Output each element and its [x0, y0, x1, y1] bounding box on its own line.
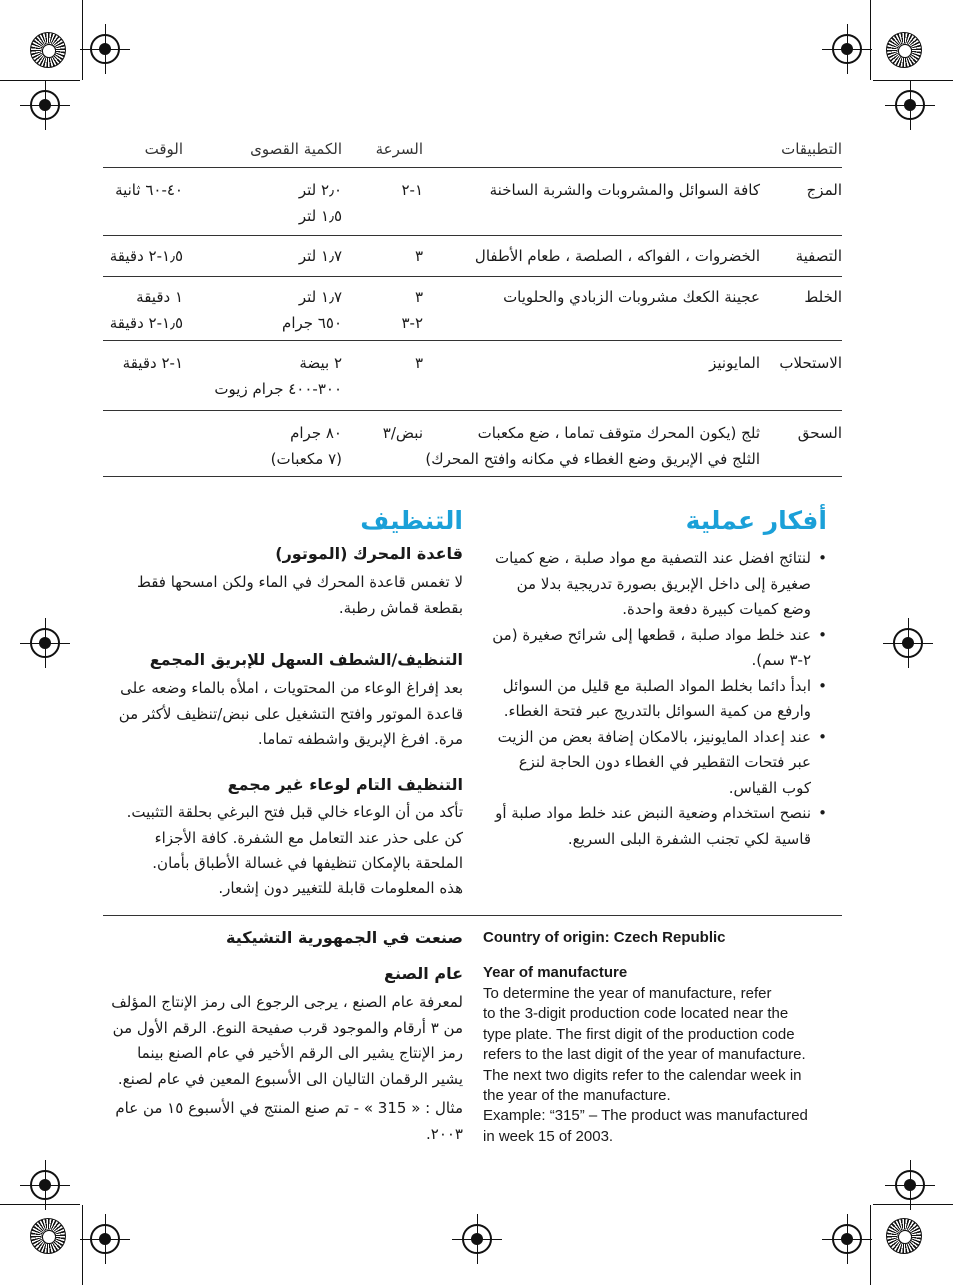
list-item: • عند إعداد المايونيز، بالامكان إضافة بعض من الزيت عبر فتحات التقطير في الغطاء دون الحاجة لنزع كوب القياس.: [492, 725, 827, 802]
table-cell-qty: ١٫٧ لتر: [298, 247, 342, 265]
table-cell-time: ٤٠-٦٠ ثانية: [115, 181, 183, 199]
table-cell-qty: ٣٠٠-٤٠٠ جرام زيوت: [214, 380, 342, 398]
table-divider: [103, 276, 842, 277]
table-cell-time: ١٫٥-٢ دقيقة: [109, 314, 183, 332]
table-cell-description: المايونيز: [709, 354, 760, 372]
registration-crosshair-icon: [895, 90, 925, 120]
motor-base-text: لا تغمس قاعدة المحرك في الماء ولكن امسحها فقط بقطعة قماش رطبة.: [136, 573, 463, 617]
table-cell-qty: ٢ بيضة: [299, 354, 342, 372]
table-cell-description: عجينة الكعك مشروبات الزبادي والحلويات: [503, 288, 760, 306]
registration-starburst-icon: [30, 32, 66, 68]
trim-mark: [82, 0, 83, 80]
table-divider: [103, 235, 842, 236]
table-cell-qty: ١٫٧ لتر: [298, 288, 342, 306]
year-text-line: in week 15 of 2003.: [483, 1128, 614, 1145]
year-ar-text: لمعرفة عام الصنع ، يرجى الرجوع الى رمز الإنتاج المؤلف من ٣ أرقام والموجود قرب صفيحة النوع. الرقم الأول من رمز الإنتاج يشير الى الرقم الأخير في عام الصنع بينما يشير الرقمان التاليان الى الأسبوع المعين في عام لصنع.: [111, 993, 463, 1088]
table-divider: [103, 476, 842, 477]
year-text-line: the year of the manufacture.: [483, 1087, 671, 1104]
trim-mark: [0, 1204, 80, 1205]
header-time: الوقت: [144, 140, 183, 158]
registration-starburst-icon: [30, 1218, 66, 1254]
year-ar-heading: عام الصنع: [384, 964, 463, 983]
table-divider: [103, 410, 842, 411]
section-divider: [103, 915, 842, 916]
year-text-line: type plate. The first digit of the production code: [483, 1026, 795, 1043]
list-item: • ننصح استخدام وضعية النبض عند خلط مواد صلبة أو قاسية لكي تجنب الشفرة البلى السريع.: [492, 801, 827, 852]
easy-clean-heading: التنظيف/الشطف السهل للإبريق المجمع: [149, 650, 463, 669]
origin-ar-title: صنعت في الجمهورية التشيكية: [226, 928, 463, 947]
table-cell-qty: ٢٫٠ لتر: [298, 181, 342, 199]
ideas-title: أفكار عملية: [685, 506, 827, 535]
year-text-line: The next two digits refer to the calendar week in: [483, 1067, 802, 1084]
table-cell-description: ثلج (يكون المحرك متوقف تماما ، ضع مكعبات: [477, 424, 760, 442]
table-cell-speed: ٣: [414, 288, 423, 306]
table-cell-qty: ٨٠ جرام: [290, 424, 342, 442]
table-cell-time: ١٫٥-٢ دقيقة: [109, 247, 183, 265]
table-cell-qty: ٦٥٠ جرام: [282, 314, 342, 332]
year-heading: Year of manufacture: [483, 964, 628, 981]
table-cell-qty: ١٫٥ لتر: [298, 207, 342, 225]
table-cell-description: الخضروات ، الفواكه ، الصلصة ، طعام الأطفال: [474, 247, 760, 265]
table-cell-speed: نبض/٣: [382, 424, 423, 442]
trim-mark: [870, 1205, 871, 1285]
country-of-origin: Country of origin: Czech Republic: [483, 929, 726, 946]
table-cell-description: الثلج في الإبريق وضع الغطاء في مكانه وافتح المحرك): [425, 450, 760, 468]
year-text-line: to the 3-digit production code located near the: [483, 1005, 789, 1022]
change-notice: هذه المعلومات قابلة للتغيير دون إشعار.: [218, 879, 463, 897]
table-divider: [103, 167, 842, 168]
registration-crosshair-icon: [30, 90, 60, 120]
year-text-line: refers to the last digit of the year of manufacture.: [483, 1046, 806, 1063]
list-item: • لنتائج افضل عند التصفية مع مواد صلبة ، ضع كميات صغيرة إلى داخل الإبريق بصورة تدريجية بدلا من وضع كميات كبيرة دفعة واحدة.: [492, 546, 827, 623]
motor-base-heading: قاعدة المحرك (الموتور): [275, 544, 463, 563]
year-text-line: Example: “315” – The product was manufactured: [483, 1107, 808, 1124]
table-cell-qty: (٧ مكعبات): [270, 450, 342, 468]
table-cell-application: الخلط: [804, 288, 842, 306]
year-ar-example: مثال : « 315 » - تم صنع المنتج في الأسبوع ١٥ من عام ٢٠٠٣.: [115, 1099, 463, 1143]
full-clean-heading: التنظيف التام لوعاء غير مجمع: [227, 775, 463, 794]
registration-crosshair-icon: [832, 1224, 862, 1254]
header-speed: السرعة: [375, 140, 423, 158]
trim-mark: [873, 1204, 953, 1205]
table-cell-time: ١ دقيقة: [136, 288, 183, 306]
registration-crosshair-icon: [832, 34, 862, 64]
registration-crosshair-icon: [90, 1224, 120, 1254]
table-cell-application: الاستحلاب: [779, 354, 842, 372]
table-divider: [103, 340, 842, 341]
table-cell-application: التصفية: [795, 247, 842, 265]
header-applications: التطبيقات: [781, 140, 842, 158]
cleaning-title: التنظيف: [360, 506, 463, 535]
full-clean-text: تأكد من أن الوعاء خالي قبل فتح البرغي بحلقة التثبيت. كن على حذر عند التعامل مع الشفرة. كافة الأجزاء الملحقة بالإمكان تنظيفها في غسالة الأطباق بأمان.: [126, 803, 463, 872]
year-text-line: To determine the year of manufacture, refer: [483, 985, 772, 1002]
table-cell-application: السحق: [797, 424, 842, 442]
registration-starburst-icon: [886, 32, 922, 68]
table-cell-speed: ٢-٣: [401, 314, 423, 332]
easy-clean-text: بعد إفراغ الوعاء من المحتويات ، املأه بالماء وضعه على قاعدة الموتور وافتح التشغيل على نبض/تنظيف لأكثر من مرة. افرغ الإبريق واشطفه تماما.: [118, 679, 463, 748]
table-cell-application: المزج: [806, 181, 842, 199]
registration-starburst-icon: [886, 1218, 922, 1254]
registration-crosshair-icon: [90, 34, 120, 64]
registration-crosshair-icon: [893, 628, 923, 658]
trim-mark: [870, 0, 871, 80]
registration-crosshair-icon: [895, 1170, 925, 1200]
header-max-qty: الكمية القصوى: [250, 140, 342, 158]
trim-mark: [0, 80, 80, 81]
ideas-list: [492, 546, 827, 852]
trim-mark: [873, 80, 953, 81]
trim-mark: [82, 1205, 83, 1285]
table-cell-description: كافة السوائل والمشروبات والشربة الساخنة: [489, 181, 760, 199]
table-cell-speed: ١-٢: [401, 181, 423, 199]
table-cell-speed: ٣: [414, 354, 423, 372]
table-cell-speed: ٣: [414, 247, 423, 265]
table-cell-time: ١-٢ دقيقة: [122, 354, 183, 372]
registration-crosshair-icon: [30, 628, 60, 658]
registration-crosshair-icon: [462, 1224, 492, 1254]
list-item: • ابدأ دائما بخلط المواد الصلبة مع قليل من السوائل وارفع من كمية السوائل بالتدريج عبر فتحة الغطاء.: [492, 674, 827, 725]
list-item: • عند خلط مواد صلبة ، قطعها إلى شرائح صغيرة (من ٢-٣ سم).: [492, 623, 827, 674]
registration-crosshair-icon: [30, 1170, 60, 1200]
